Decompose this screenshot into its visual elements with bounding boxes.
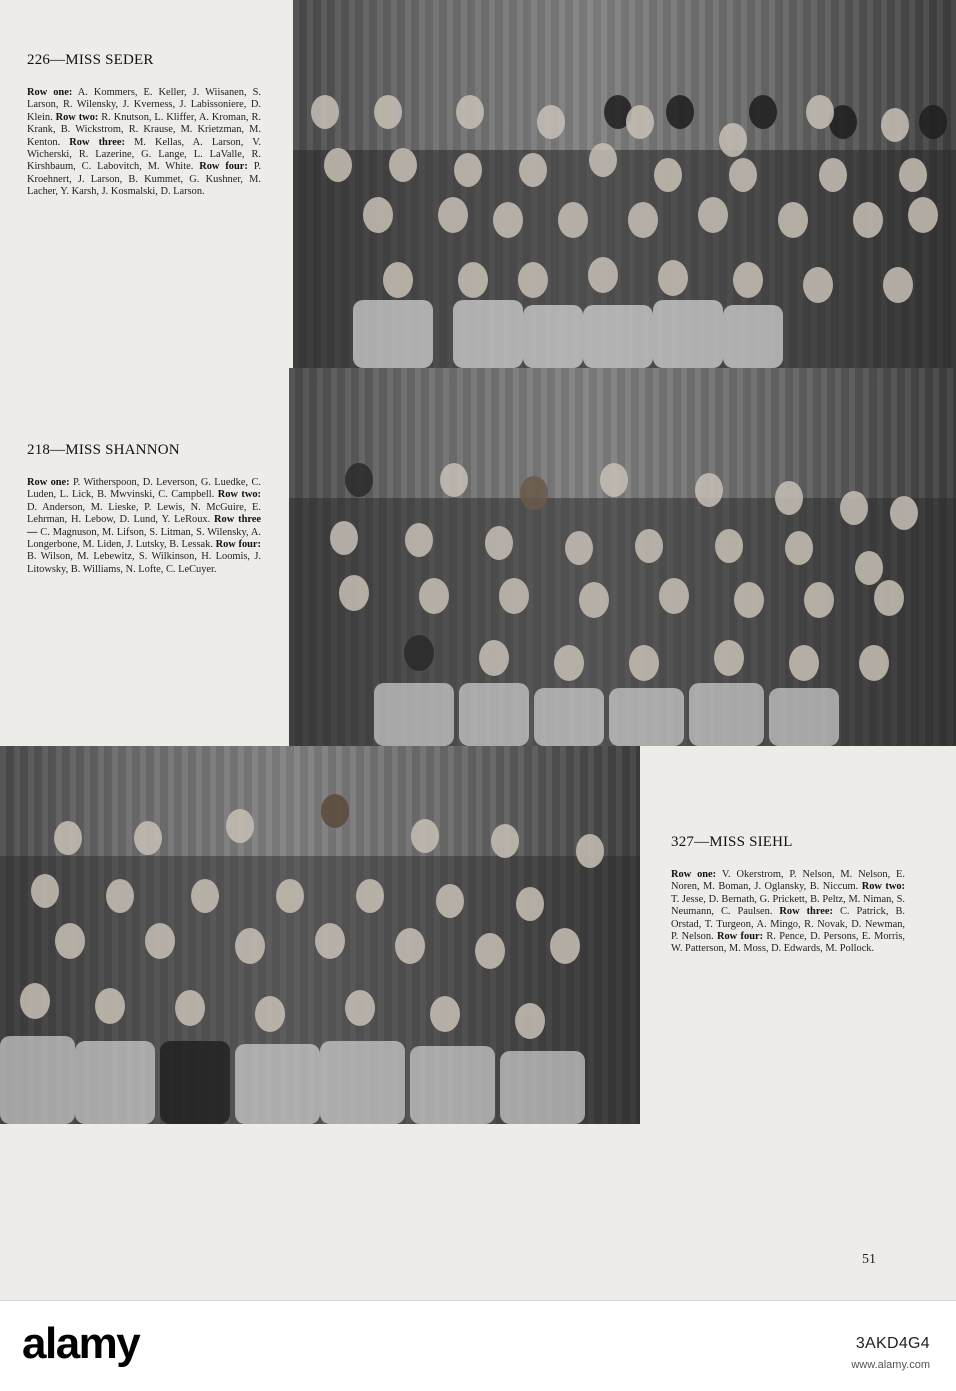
page-number: 51: [862, 1252, 876, 1267]
row-label: Row one:: [671, 869, 717, 880]
roster-text: [27, 477, 261, 576]
stock-footer: [0, 1300, 956, 1391]
group-silhouettes: [0, 746, 640, 1124]
row-label: Row three:: [69, 136, 125, 148]
class-photo-siehl: [0, 746, 640, 1124]
row-names: T. Jesse, D. Bernath, G. Prickett, B. Peltz, M. Niman, S. Neumann, C. Paulsen.: [671, 893, 905, 918]
roster-text: [27, 87, 261, 199]
row-names: B. Wilson, M. Lebewitz, S. Wilkinson, H. Loomis, J. Litowsky, B. Williams, N. Lofte, C. LeCuyer.: [27, 551, 261, 575]
row-names: R. Knutson, L. Kliffer, A. Kroman, R. Krank, B. Wickstrom, R. Krause, M. Krietzman, M. Kenton.: [27, 111, 261, 148]
footer-url: www.alamy.com: [851, 1359, 930, 1371]
row-names: D. Anderson, M. Lieske, P. Lewis, N. McGuire, E. Lehrman, H. Lebow, D. Lund, Y. LeRoux.: [27, 501, 261, 526]
alamy-logo: alamy: [22, 1319, 140, 1368]
section-heading: 226—MISS SEDER: [27, 52, 154, 68]
group-silhouettes: [293, 0, 956, 368]
row-label: Row two:: [861, 881, 905, 893]
row-label: Row four:: [215, 539, 261, 551]
row-label: Row two:: [217, 489, 261, 501]
row-names: C. Magnuson, M. Lifson, S. Litman, S. Wilensky, A. Longerbone, M. Liden, J. Lutsky, B. Lessak.: [27, 526, 261, 551]
row-names: P. Witherspoon, D. Leverson, G. Luedke, C. Luden, L. Lick, B. Mwvinski, C. Campbell.: [27, 477, 261, 501]
row-label: Row four:: [716, 931, 764, 943]
row-names: C. Patrick, B. Orstad, T. Turgeon, A. Mingo, R. Novak, D. Newman, P. Nelson.: [671, 906, 905, 943]
section-heading: 218—MISS SHANNON: [27, 442, 180, 458]
caption-shannon: [27, 442, 261, 576]
row-names: P. Kroehnert, J. Larson, B. Kummet, G. Kushner, M. Lacher, Y. Karsh, J. Kosmalski, D. Larson.: [27, 161, 261, 198]
row-names: A. Kommers, E. Keller, J. Wiisanen, S. Larson, R. Wilensky, J. Kverness, J. Labissoniere, D. Klein.: [27, 87, 261, 123]
row-label: Row one:: [27, 87, 73, 98]
row-label: Row two:: [55, 111, 99, 123]
class-photo-shannon: [289, 368, 956, 746]
class-photo-seder: [293, 0, 956, 368]
group-silhouettes: [289, 368, 956, 746]
row-names: R. Pence, D. Persons, E. Morris, W. Patterson, M. Moss, D. Edwards, M. Pollock.: [671, 931, 905, 955]
row-label: Row four:: [199, 161, 248, 173]
row-label: Row three:: [779, 906, 833, 918]
row-names: M. Kellas, A. Larson, V. Wicherski, R. Lazerine, G. Lange, L. LaValle, R. Kirshbaum, C. Labovitch, M. White.: [27, 136, 261, 173]
row-label: Row three—: [27, 514, 261, 538]
caption-siehl: [671, 834, 905, 956]
roster-text: [671, 869, 905, 956]
caption-seder: [27, 52, 261, 199]
row-label: Row one:: [27, 477, 70, 488]
row-names: V. Okerstrom, P. Nelson, M. Nelson, E. Noren, M. Boman, J. Oglansky, B. Niccum.: [671, 869, 905, 893]
section-heading: 327—MISS SIEHL: [671, 834, 793, 850]
image-id: 3AKD4G4: [855, 1335, 930, 1352]
